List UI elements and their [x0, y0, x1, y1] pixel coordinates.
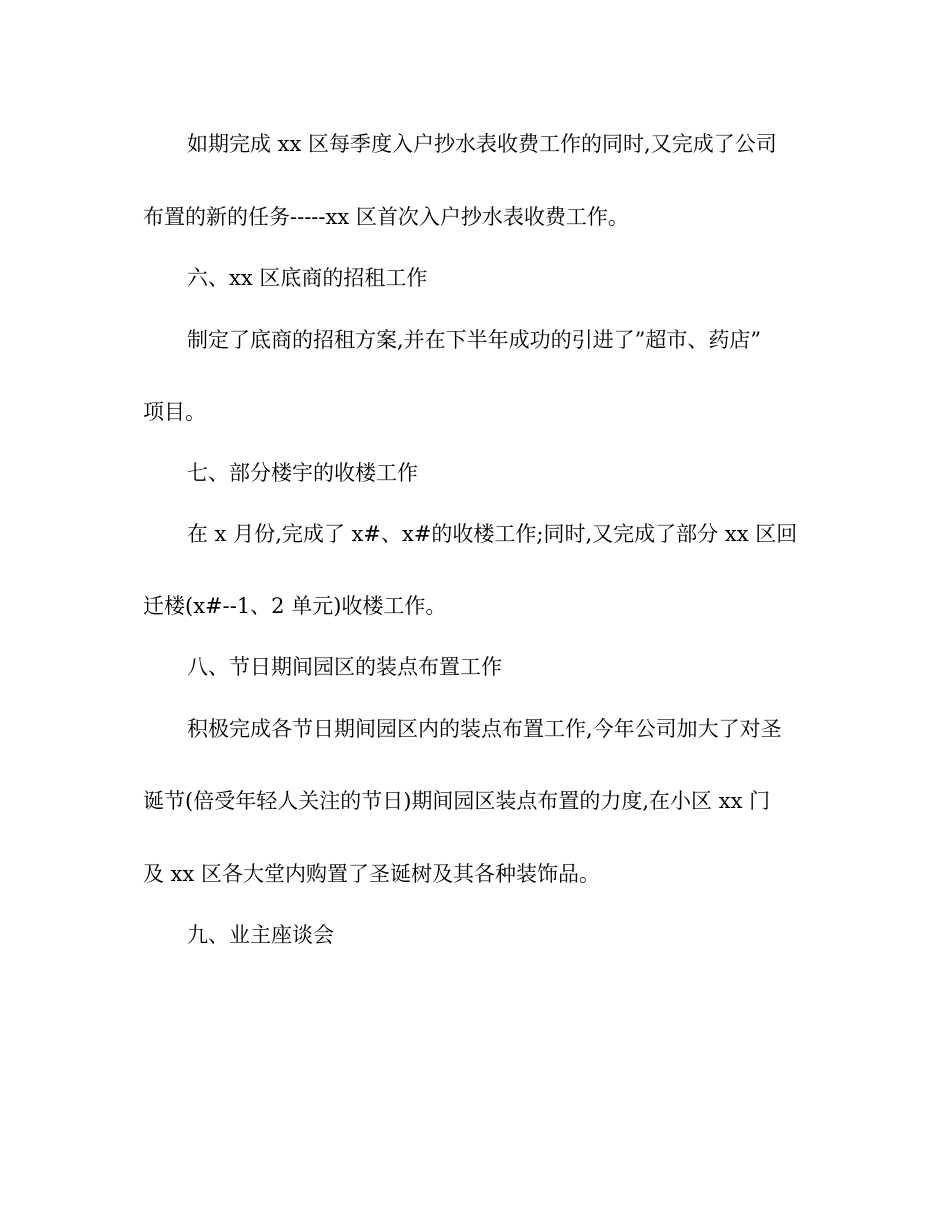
paragraph-line: 积极完成各节日期间园区内的装点布置工作,今年公司加大了对圣 [187, 717, 782, 741]
paragraph-line: 在 x 月份,完成了 x#、x#的收楼工作;同时,又完成了部分 xx 区回 [187, 522, 798, 546]
paragraph-line: 诞节(倍受年轻人关注的节日)期间园区装点布置的力度,在小区 xx 门 [143, 789, 771, 813]
section-heading: 七、部分楼宇的收楼工作 [187, 461, 418, 485]
section-heading: 六、xx 区底商的招租工作 [187, 266, 428, 290]
paragraph-line: 布置的新的任务-----xx 区首次入户抄水表收费工作。 [143, 205, 629, 229]
section-heading: 九、业主座谈会 [187, 923, 334, 947]
paragraph-line: 迁楼(x#--1、2 单元)收楼工作。 [143, 594, 447, 618]
paragraph-line: 项目。 [143, 400, 206, 424]
paragraph-line: 制定了底商的招租方案,并在下半年成功的引进了”超市、药店” [187, 328, 762, 352]
paragraph-line: 如期完成 xx 区每季度入户抄水表收费工作的同时,又完成了公司 [187, 132, 777, 156]
section-heading: 八、节日期间园区的装点布置工作 [187, 655, 502, 679]
paragraph-line: 及 xx 区各大堂内购置了圣诞树及其各种装饰品。 [143, 862, 601, 886]
